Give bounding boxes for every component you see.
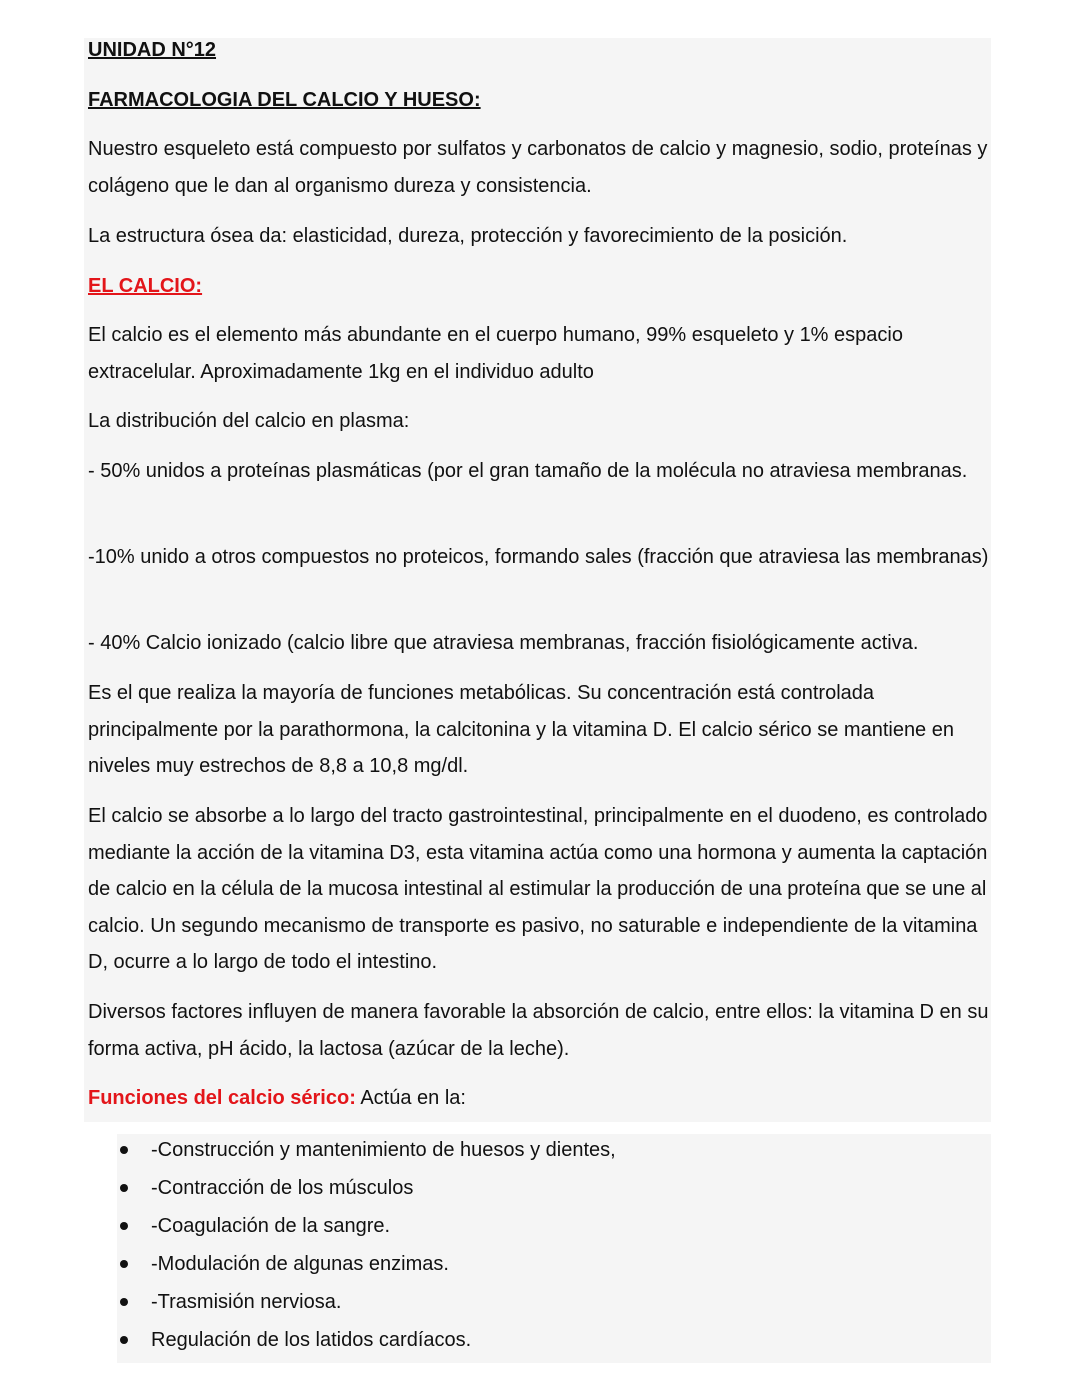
- bullet-icon: [120, 1298, 128, 1306]
- list-item: [117, 1131, 616, 1169]
- list-item: [117, 1245, 616, 1283]
- list-item-text: -Construcción y mantenimiento de huesos y dientes,: [151, 1139, 616, 1161]
- list-item-text: -Modulación de algunas enzimas.: [151, 1253, 449, 1275]
- unit-title: UNIDAD N°12: [88, 39, 217, 61]
- paragraph: Diversos factores influyen de manera favorable la absorción de calcio, entre ellos: la vitamina D en su forma activa, pH ácido, la lactosa (azúcar de la leche).: [88, 1001, 989, 1060]
- bullet-icon: [120, 1184, 128, 1192]
- list-item-text: -Coagulación de la sangre.: [151, 1215, 391, 1237]
- list-item-text: Regulación de los latidos cardíacos.: [151, 1329, 472, 1351]
- funciones-list: [117, 1131, 616, 1359]
- paragraph: La estructura ósea da: elasticidad, dureza, protección y favorecimiento de la posición.: [88, 225, 848, 247]
- paragraph: - 50% unidos a proteínas plasmáticas (por el gran tamaño de la molécula no atraviesa membranas.: [88, 460, 968, 482]
- list-item-text: -Trasmisión nerviosa.: [151, 1291, 342, 1313]
- list-item: [117, 1283, 616, 1321]
- bullet-icon: [120, 1336, 128, 1344]
- paragraph: Es el que realiza la mayoría de funciones metabólicas. Su concentración está controlada principalmente por la parathormona, la calcitonina y la vitamina D. El calcio sérico se mantiene en niveles muy estrechos de 8,8 a 10,8 mg/dl.: [88, 682, 954, 778]
- bullet-icon: [120, 1222, 128, 1230]
- list-item: [117, 1321, 616, 1359]
- calcio-heading: EL CALCIO:: [88, 275, 203, 297]
- list-item: [117, 1207, 616, 1245]
- paragraph: El calcio es el elemento más abundante en el cuerpo humano, 99% esqueleto y 1% espacio extracelular. Aproximadamente 1kg en el individuo adulto: [88, 324, 903, 383]
- list-item: [117, 1169, 616, 1207]
- section-title: FARMACOLOGIA DEL CALCIO Y HUESO:: [88, 89, 481, 111]
- paragraph: Nuestro esqueleto está compuesto por sulfatos y carbonatos de calcio y magnesio, sodio, proteínas y colágeno que le dan al organismo dureza y consistencia.: [88, 138, 988, 197]
- list-item-text: -Contracción de los músculos: [151, 1177, 414, 1199]
- paragraph: La distribución del calcio en plasma:: [88, 410, 410, 432]
- paragraph: -10% unido a otros compuestos no proteicos, formando sales (fracción que atraviesa las membranas): [88, 546, 989, 568]
- paragraph: - 40% Calcio ionizado (calcio libre que atraviesa membranas, fracción fisiológicamente activa.: [88, 632, 919, 654]
- funciones-text: Actúa en la:: [355, 1087, 466, 1109]
- paragraph: El calcio se absorbe a lo largo del tracto gastrointestinal, principalmente en el duodeno, es controlado mediante la acción de la vitamina D3, esta vitamina actúa como una hormona y aumenta la captación de calcio en la célula de la mucosa intestinal al estimular la producción de una proteína que se une al calcio. Un segundo mecanismo de transporte es pasivo, no saturable e independiente de la vitamina D, ocurre a lo largo de todo el intestino.: [88, 805, 988, 974]
- funciones-paragraph: [88, 1080, 993, 1117]
- bullet-icon: [120, 1146, 128, 1154]
- bullet-icon: [120, 1260, 128, 1268]
- funciones-label: Funciones del calcio sérico:: [88, 1087, 356, 1109]
